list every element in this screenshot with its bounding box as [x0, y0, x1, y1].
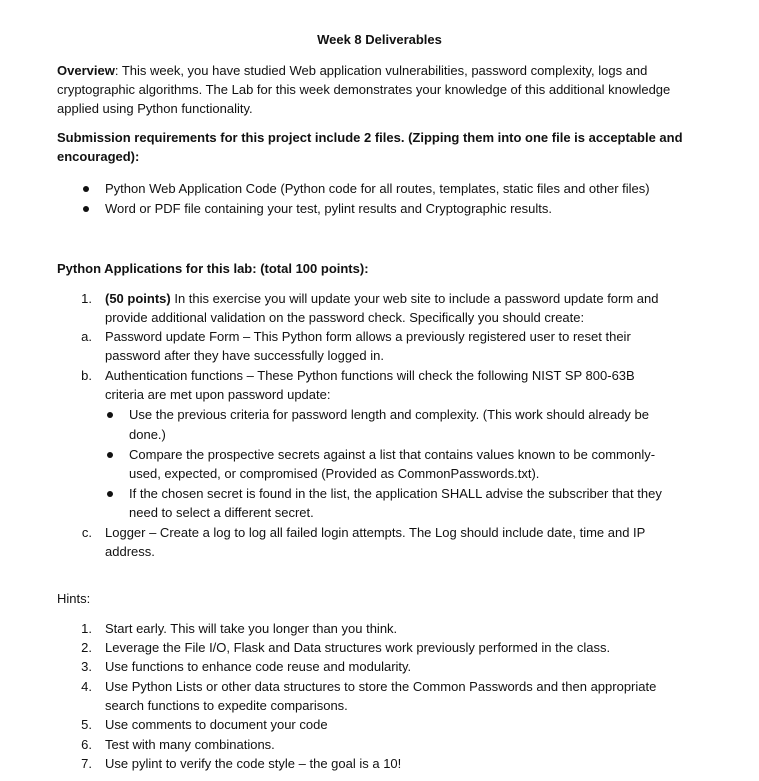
item-text: Authentication functions – These Python functions will check the following NIST SP 800-63B: [105, 368, 635, 383]
application-item-1: [0, 289, 759, 308]
item-text: criteria are met upon password update:: [105, 387, 331, 402]
list-marker: 2.: [81, 640, 92, 655]
item-text: password after they have successfully logged in.: [105, 348, 384, 363]
item-text: Password update Form – This Python form allows a previously registered user to reset their: [105, 329, 631, 344]
hint-item: [0, 735, 759, 754]
criteria-text: need to select a different secret.: [129, 505, 314, 520]
criteria-bullet: [0, 445, 759, 464]
submission-heading: Submission requirements for this project include 2 files. (Zipping them into one file is acceptable and encouraged):: [57, 130, 683, 164]
list-marker: c.: [81, 525, 92, 540]
hint-text: Test with many combinations.: [105, 737, 275, 752]
criteria-text: Use the previous criteria for password length and complexity. (This work should already be: [129, 407, 649, 422]
hint-text: search functions to expedite comparisons.: [105, 698, 348, 713]
criteria-text: If the chosen secret is found in the list, the application SHALL advise the subscriber that they: [129, 486, 662, 501]
list-marker: 1.: [81, 621, 92, 636]
submission-item-text: Python Web Application Code (Python code for all routes, templates, static files and other files): [105, 181, 650, 196]
list-marker: 5.: [81, 717, 92, 732]
list-marker: a.: [81, 329, 92, 344]
overview-paragraph: [57, 61, 697, 118]
application-item-a: [0, 327, 759, 346]
criteria-bullet-cont: [0, 503, 759, 522]
hint-text: Use comments to document your code: [105, 717, 328, 732]
bullet-icon: [107, 491, 113, 497]
submission-item-text: Word or PDF file containing your test, pylint results and Cryptographic results.: [105, 201, 553, 216]
overview-label: Overview: [57, 63, 115, 78]
hint-item: [0, 619, 759, 638]
bullet-icon: [83, 206, 89, 212]
submission-item: [0, 179, 759, 198]
hint-item: [0, 657, 759, 676]
hint-text: Use pylint to verify the code style – the goal is a 10!: [105, 756, 402, 771]
overview-text: : This week, you have studied Web application vulnerabilities, password complexity, logs and cryptographic algorithms. The Lab for this week demonstrates your knowledge of this additional knowledge applied using Python functionality.: [57, 63, 671, 116]
hint-item: [0, 715, 759, 734]
bullet-icon: [107, 412, 113, 418]
item-text: address.: [105, 544, 155, 559]
list-marker: 1.: [81, 291, 92, 306]
applications-heading: Python Applications for this lab: (total 100 points):: [57, 261, 369, 276]
criteria-text: done.): [129, 427, 166, 442]
hints-heading: Hints:: [57, 591, 91, 606]
application-item-1-cont: [0, 308, 759, 327]
hint-text: Start early. This will take you longer than you think.: [105, 621, 398, 636]
criteria-bullet-cont: [0, 464, 759, 483]
hint-item-cont: [0, 696, 759, 715]
application-item-c: [0, 523, 759, 542]
item-text: Logger – Create a log to log all failed login attempts. The Log should include date, time and IP: [105, 525, 646, 540]
application-item-b-cont: [0, 385, 759, 404]
item-text: provide additional validation on the password check. Specifically you should create:: [105, 310, 585, 325]
application-item-c-cont: [0, 542, 759, 561]
bullet-icon: [83, 186, 89, 192]
list-marker: 4.: [81, 679, 92, 694]
application-item-a-cont: [0, 346, 759, 365]
hint-item: [0, 754, 759, 773]
hint-text: Leverage the File I/O, Flask and Data structures work previously performed in the class.: [105, 640, 611, 655]
criteria-bullet: [0, 484, 759, 503]
hint-text: Use Python Lists or other data structures to store the Common Passwords and then appropriate: [105, 679, 657, 694]
submission-item: [0, 199, 759, 218]
hint-item: [0, 677, 759, 696]
list-marker: 6.: [81, 737, 92, 752]
hint-item: [0, 638, 759, 657]
criteria-bullet-cont: [0, 425, 759, 444]
criteria-text: Compare the prospective secrets against a list that contains values known to be commonly-: [129, 447, 656, 462]
criteria-bullet: [0, 405, 759, 424]
page-title: Week 8 Deliverables: [317, 32, 442, 47]
list-marker: 7.: [81, 756, 92, 771]
item-text: In this exercise you will update your web site to include a password update form and: [170, 291, 659, 306]
application-item-b: [0, 366, 759, 385]
hint-text: Use functions to enhance code reuse and modularity.: [105, 659, 412, 674]
list-marker: 3.: [81, 659, 92, 674]
bullet-icon: [107, 452, 113, 458]
points-label: (50 points): [105, 291, 171, 306]
list-marker: b.: [81, 368, 92, 383]
criteria-text: used, expected, or compromised (Provided as CommonPasswords.txt).: [129, 466, 540, 481]
